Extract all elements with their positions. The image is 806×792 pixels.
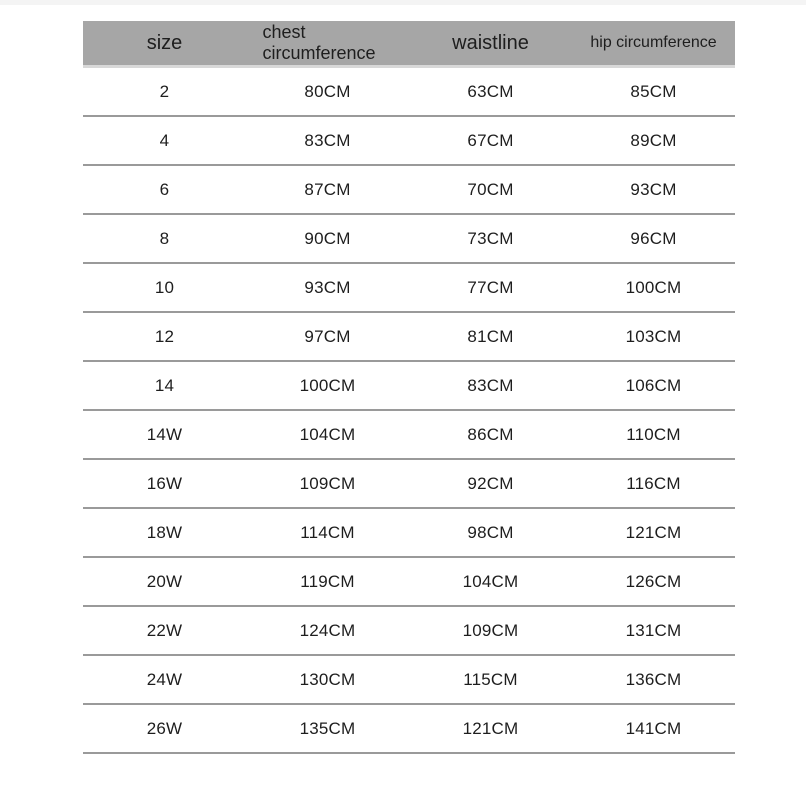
size-cell: 14: [154, 375, 175, 395]
table-row: [83, 411, 735, 460]
top-strip: [0, 0, 806, 5]
hip-circumference-cell: 121CM: [625, 522, 682, 542]
table-row: [83, 215, 735, 264]
chest-circumference-cell: 97CM: [304, 326, 351, 346]
waistline-cell: 98CM: [467, 522, 514, 542]
column-header-hip-circumference: [572, 34, 735, 52]
chest-circumference-cell: 87CM: [304, 179, 351, 199]
chest-circumference-cell: 130CM: [299, 669, 356, 689]
size-cell: 8: [159, 228, 170, 248]
size-cell: 6: [159, 179, 170, 199]
hip-circumference-cell: 103CM: [625, 326, 682, 346]
table-row: [83, 313, 735, 362]
chest-circumference-cell: 124CM: [299, 620, 356, 640]
column-header-waistline: [409, 32, 572, 55]
table-row: [83, 509, 735, 558]
size-cell: 14W: [146, 424, 183, 444]
table-row: [83, 607, 735, 656]
waistline-cell: 115CM: [463, 669, 518, 689]
chest-circumference-cell: 83CM: [304, 130, 351, 150]
waistline-cell: 77CM: [467, 277, 514, 297]
waistline-cell: 63CM: [467, 81, 514, 101]
waistline-cell: 67CM: [467, 130, 514, 150]
size-chart-table: [83, 21, 735, 754]
size-cell: 22W: [146, 620, 183, 640]
table-row: [83, 117, 735, 166]
hip-circumference-cell: 96CM: [630, 228, 677, 248]
hip-circumference-cell: 106CM: [625, 375, 682, 395]
table-row: [83, 362, 735, 411]
table-row: [83, 166, 735, 215]
size-cell: 4: [159, 130, 170, 150]
chest-circumference-cell: 114CM: [300, 522, 355, 542]
waistline-cell: 70CM: [467, 179, 514, 199]
chest-circumference-cell: 93CM: [304, 277, 351, 297]
size-cell: 10: [154, 277, 175, 297]
table-header-row: [83, 21, 735, 68]
waistline-cell: 109CM: [462, 620, 519, 640]
size-cell: 18W: [146, 522, 183, 542]
column-header-size: [83, 32, 246, 55]
chest-circumference-cell: 80CM: [304, 81, 351, 101]
chest-circumference-cell: 135CM: [299, 718, 356, 738]
hip-circumference-cell: 85CM: [630, 81, 677, 101]
hip-circumference-cell: 141CM: [625, 718, 682, 738]
hip-circumference-cell: 136CM: [625, 669, 682, 689]
column-header-waistline-label: waistline: [452, 31, 529, 54]
size-cell: 2: [159, 81, 170, 101]
column-header-chest-label: chest circumference: [262, 22, 376, 63]
chest-circumference-cell: 104CM: [299, 424, 356, 444]
hip-circumference-cell: 89CM: [630, 130, 677, 150]
hip-circumference-cell: 126CM: [625, 571, 682, 591]
waistline-cell: 104CM: [462, 571, 519, 591]
size-cell: 24W: [146, 669, 183, 689]
table-row: [83, 264, 735, 313]
table-body: [83, 68, 735, 754]
hip-circumference-cell: 116CM: [626, 473, 681, 493]
hip-circumference-cell: 93CM: [630, 179, 677, 199]
hip-circumference-cell: 100CM: [625, 277, 682, 297]
table-row: [83, 705, 735, 754]
table-row: [83, 558, 735, 607]
table-row: [83, 68, 735, 117]
waistline-cell: 81CM: [467, 326, 514, 346]
hip-circumference-cell: 110CM: [626, 424, 681, 444]
table-row: [83, 656, 735, 705]
column-header-size-label: size: [146, 31, 183, 54]
waistline-cell: 121CM: [462, 718, 519, 738]
size-cell: 12: [154, 326, 175, 346]
size-cell: 20W: [146, 571, 183, 591]
waistline-cell: 83CM: [467, 375, 514, 395]
column-header-chest-circumference: [246, 22, 409, 63]
size-cell: 16W: [146, 473, 183, 493]
waistline-cell: 92CM: [467, 473, 514, 493]
table-row: [83, 460, 735, 509]
waistline-cell: 86CM: [467, 424, 514, 444]
hip-circumference-cell: 131CM: [625, 620, 682, 640]
chest-circumference-cell: 119CM: [300, 571, 355, 591]
chest-circumference-cell: 90CM: [304, 228, 351, 248]
chest-circumference-cell: 109CM: [299, 473, 356, 493]
waistline-cell: 73CM: [467, 228, 514, 248]
size-cell: 26W: [146, 718, 183, 738]
chest-circumference-cell: 100CM: [299, 375, 356, 395]
column-header-hip-label: hip circumference: [590, 34, 717, 51]
